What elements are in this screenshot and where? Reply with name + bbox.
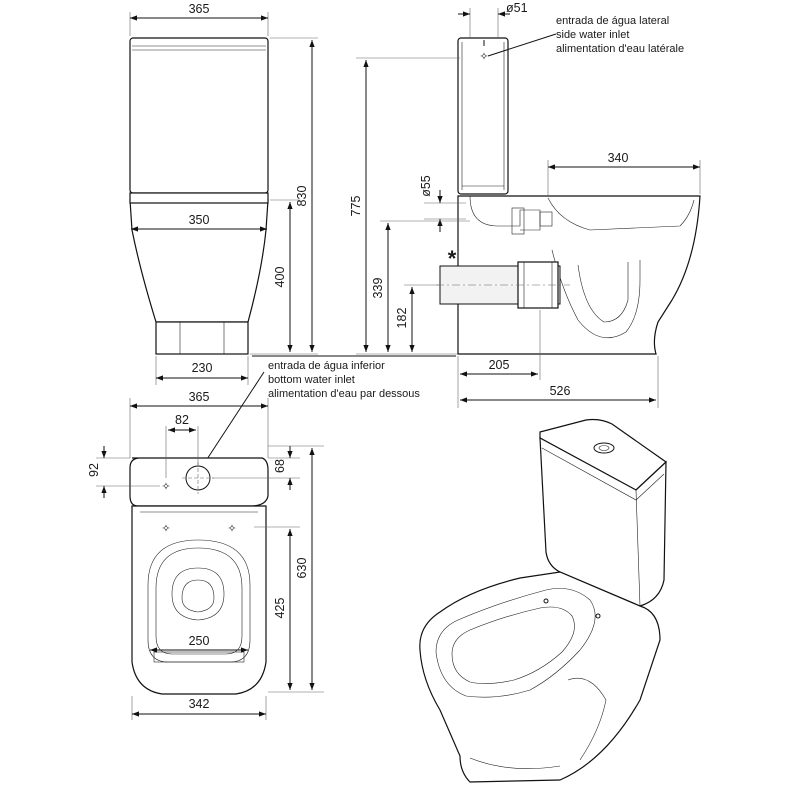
front-pedestal xyxy=(156,322,248,354)
bottom-inlet-note-fr: alimentation d'eau par dessous xyxy=(268,388,420,400)
side-bowl-projection-label: 340 xyxy=(607,151,629,165)
top-base-width-label: 342 xyxy=(188,697,210,711)
side-inlet-note-en: side water inlet xyxy=(556,29,630,41)
front-view xyxy=(130,2,318,385)
iso-pan xyxy=(420,572,660,782)
front-width-bowl-label: 350 xyxy=(188,213,210,227)
isometric-view xyxy=(420,420,666,783)
side-inlet-note-pt: entrada de água lateral xyxy=(556,15,670,27)
top-inlet-spacing-label: 82 xyxy=(175,413,189,427)
side-total-depth-label: 526 xyxy=(549,384,571,398)
front-cistern xyxy=(130,38,268,193)
top-inlet-offset-right-label: 68 xyxy=(273,459,287,473)
top-width-label: 365 xyxy=(188,390,210,404)
top-cistern xyxy=(130,458,268,506)
top-total-depth-label: 630 xyxy=(295,557,309,579)
side-inlet-height-diameter-label: ø55 xyxy=(419,175,433,197)
front-width-base-label: 230 xyxy=(191,361,213,375)
side-outlet-distance-label: 205 xyxy=(488,358,510,372)
side-inlet-note-fr: alimentation d'eau latérale xyxy=(556,43,685,55)
bottom-inlet-note-pt: entrada de água inferior xyxy=(268,360,385,372)
front-seat-height-label: 400 xyxy=(273,266,287,288)
side-outlet-height-label: 339 xyxy=(371,277,385,299)
front-total-height-label: 830 xyxy=(295,185,309,207)
side-outlet-mark: * xyxy=(447,246,457,271)
top-fix-symbol-left: ✧ xyxy=(161,523,171,535)
side-inlet-diameter-label: ø51 xyxy=(506,1,528,15)
top-inlet-symbol-left: ✧ xyxy=(161,481,171,493)
top-seat-length-label: 425 xyxy=(273,597,287,619)
bottom-inlet-note-en: bottom water inlet xyxy=(268,374,355,386)
top-inlet-offset-left-label: 92 xyxy=(87,463,101,477)
top-bowl xyxy=(132,506,266,694)
top-bowl-width-label: 250 xyxy=(188,634,210,648)
top-view xyxy=(87,390,324,720)
side-total-height-label: 775 xyxy=(349,195,363,217)
front-width-top-label: 365 xyxy=(188,2,210,16)
side-view xyxy=(349,1,700,408)
side-inlet-symbol: ✧ xyxy=(479,51,489,63)
top-fix-symbol-right: ✧ xyxy=(227,523,237,535)
side-outlet-center-label: 182 xyxy=(395,307,409,329)
